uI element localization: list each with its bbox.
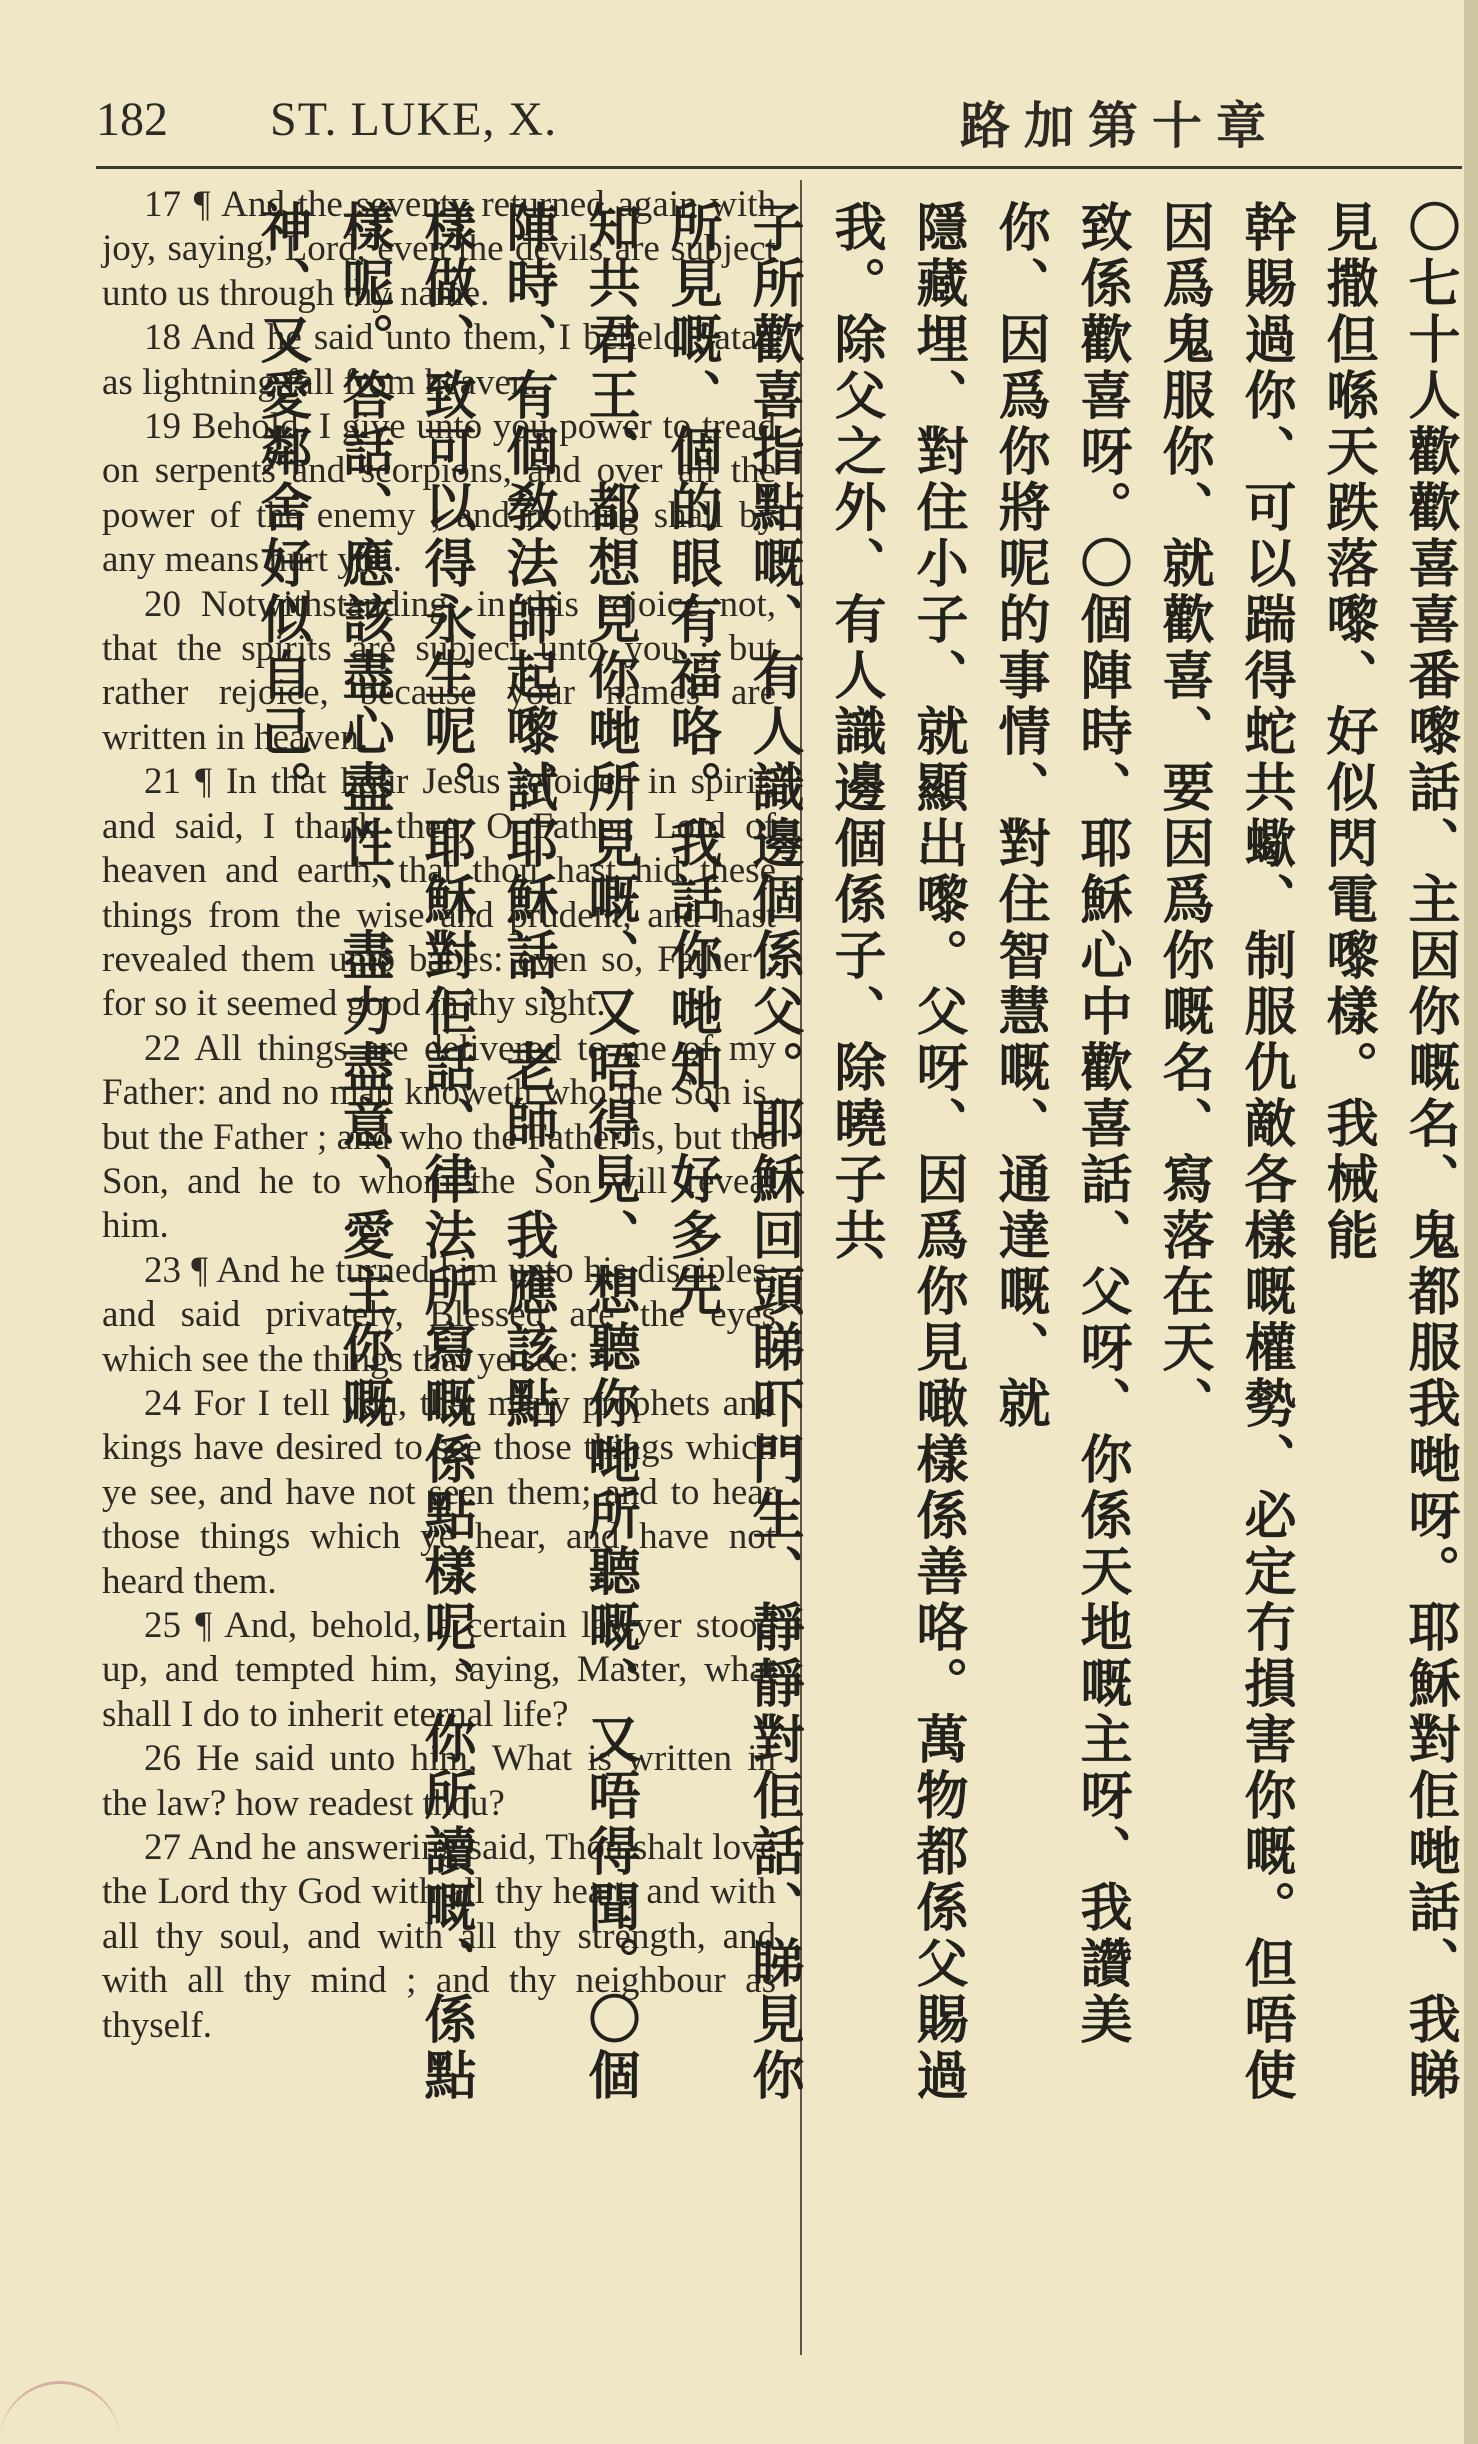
page-title: ST. LUKE, X. [270, 93, 558, 146]
verse-23: 23 ¶ And he turned him unto his disciples, and said privately, Blessed are the eyes which see the things that ye see: [102, 1249, 776, 1380]
verse-20: 20 Notwithstanding, in this rejoice not, that the spirits are subject unto you ; but rather rejoice, because your names are written in heaven. [102, 583, 776, 758]
verse-17: 17 ¶ And the seventy returned again with joy, saying, Lord, even the devils are subject unto us through thy name. [102, 184, 776, 314]
page-number: 182 [96, 93, 168, 146]
chinese-line: 幹賜過你、可以踹得蛇共蠍、制服仇敵各樣嘅權勢、必定冇損害你嘅。但唔使因爲鬼服你、就歡喜、要因爲你嘅名、寫落在天、 [1153, 200, 1295, 2104]
chinese-line: 子所歡喜指點嘅、有人識邊個係父。耶穌回頭睇吓門生、靜靜對佢話、睇見你所見嘅、個的眼有福咯。我話你哋知、好多先 [661, 200, 803, 2104]
chinese-page-title: 路加第十章 [960, 97, 1280, 155]
verse-27: 27 And he answering said, Thou shalt love the Lord thy God with all thy heart, and with all thy soul, and with all thy strength, and with all thy mind ; and thy neighbour as thyself. [102, 1827, 776, 2046]
verse-18: 18 And he said unto them, I beheld Satan as lightning fall from heaven. [102, 317, 776, 403]
chinese-line: 〇七十人歡歡喜喜番嚟話、主因你嘅名、鬼都服我哋呀。耶穌對佢哋話、我睇見撒但喺天跌落嚟、好似閃電嚟樣。我械能 [1317, 200, 1459, 2104]
verse-24: 24 For I tell you, that many prophets and kings have desired to see those things which ye see, and have not seen them; and to hear those things which ye hear, and have not heard them. [102, 1382, 776, 1602]
verse-22: 22 All things are delivered to me of my Father: and no man knoweth who the Son is, but the Father ; and who the Father is, but the Son, and he to whom the Son will reveal him. [102, 1027, 776, 1247]
verse-26: 26 He said unto him, What is written in the law? how readest thou? [102, 1738, 776, 1824]
verse-21: 21 ¶ In that hour Jesus rejoiced in spirit, and said, I thank thee, O Father, Lord of heaven and earth, that thou hast hid these things from the wise and prudent, and hast revealed them unto babes: even so, Father ; for so it seemed good in thy sight. [102, 761, 776, 1025]
header-rule [96, 166, 1462, 169]
page-corner-mark [0, 2381, 120, 2444]
chinese-line: 致係歡喜呀。〇個陣時、耶穌心中歡喜話、父呀、你係天地嘅主呀、我讚美你、因爲你將呢的事情、對住智慧嘅、通達嘅、就 [989, 200, 1131, 2048]
chinese-line: 知共君王、都想見你哋所見嘅、又唔得見、想聽你哋所聽嘅、又唔得聞。〇個陣時、有個敎法師起嚟試耶穌話、老師、我應該點 [497, 200, 639, 2104]
chinese-line: 樣做、致可以得永生呢。耶穌對佢話、律法所寫嘅係點樣呢、你所讀嘅、係點樣呢。答話、應該盡心盡性、盡力盡意、愛主你嘅 [333, 200, 475, 2104]
chinese-line: 神、又愛鄰舍好似自己。 [251, 200, 311, 816]
verse-25: 25 ¶ And, behold, a certain lawyer stood up, and tempted him, saying, Master, what shall I do to inherit eternal life? [102, 1605, 776, 1735]
chinese-line: 隱藏埋、對住小子、就顯出嚟。父呀、因爲你見噉樣係善咯。萬物都係父賜過我。除父之外、有人識邊個係子、除曉子共 [825, 200, 967, 2104]
verse-19: 19 Behold, I give unto you power to tread on serpents and scorpions, and over all the power of the enemy ; and nothing shall by any means hurt you. [102, 406, 776, 581]
